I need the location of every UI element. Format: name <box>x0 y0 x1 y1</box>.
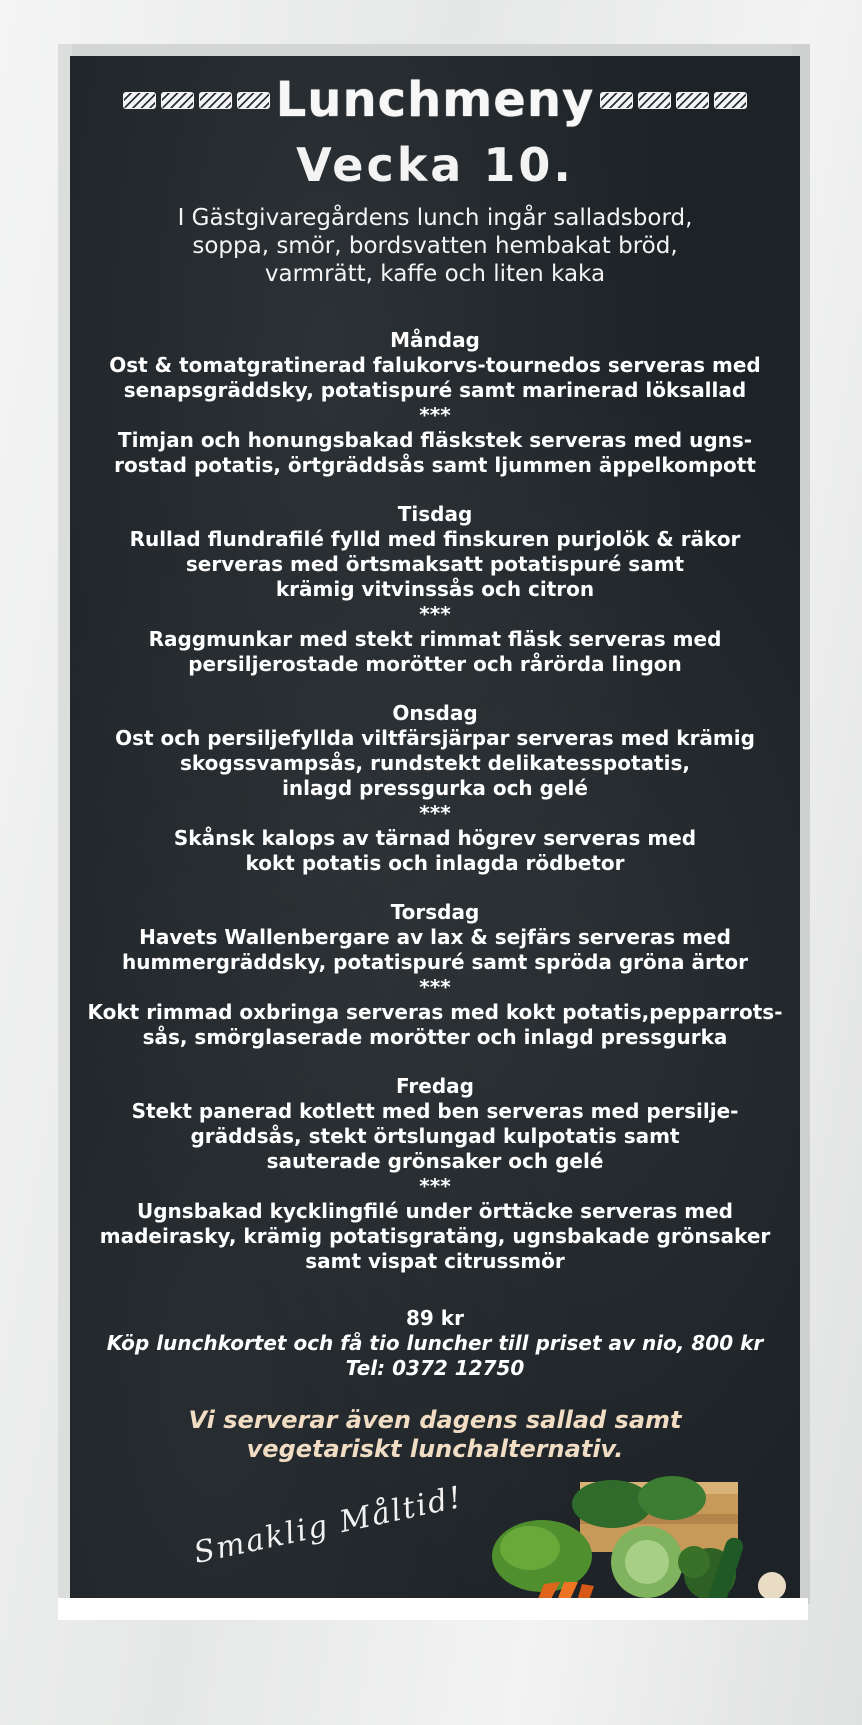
lettuce-shape <box>500 1526 560 1570</box>
dish-line: gräddsås, stekt örtslungad kulpotatis samt <box>190 1124 680 1148</box>
extra-line: vegetariskt lunchalternativ. <box>246 1435 624 1463</box>
dash-icon <box>237 92 270 109</box>
day-block-mandag <box>70 328 800 478</box>
dish-separator: *** <box>419 602 451 626</box>
dish-line: persiljerostade morötter och rårörda lingon <box>188 652 682 676</box>
dish-line: madeirasky, krämig potatisgratäng, ugnsbakade grönsaker <box>99 1224 771 1248</box>
cabbage-shape <box>625 1540 669 1584</box>
dash-icon <box>600 92 633 109</box>
striped-dash-icons-left <box>123 92 270 109</box>
dash-icon <box>199 92 232 109</box>
dash-icon <box>638 92 671 109</box>
dish-separator: *** <box>419 403 451 427</box>
broccoli-shape <box>678 1546 710 1578</box>
dish-line: Raggmunkar med stekt rimmat fläsk serveras med <box>148 627 722 651</box>
intro-line: I Gästgivaregårdens lunch ingår salladsbord, <box>177 205 693 231</box>
intro-text <box>70 204 800 288</box>
vegetable-crate-illustration <box>482 1464 800 1601</box>
lunch-card-offer: Köp lunchkortet och få tio luncher till priset av nio, 800 kr <box>106 1331 764 1355</box>
day-block-onsdag <box>70 701 800 876</box>
dish-line: Kokt rimmad oxbringa serveras med kokt potatis,pepparrots- <box>87 1000 783 1024</box>
striped-dash-icons-right <box>600 92 747 109</box>
title-row <box>70 68 800 132</box>
day-block-tisdag <box>70 502 800 677</box>
dash-icon <box>123 92 156 109</box>
dish-line: sauterade grönsaker och gelé <box>266 1149 604 1173</box>
dish-separator: *** <box>419 975 451 999</box>
dish-line: rostad potatis, örtgräddsås samt ljummen äppelkompott <box>114 453 756 477</box>
day-name: Tisdag <box>397 502 473 526</box>
day-name: Onsdag <box>392 701 478 725</box>
dish-line: sås, smörglaserade morötter och inlagd pressgurka <box>142 1025 728 1049</box>
dish-line: senapsgräddsky, potatispuré samt marinerad löksallad <box>123 378 747 402</box>
day-name: Fredag <box>396 1074 474 1098</box>
week-heading: Vecka 10. <box>296 138 574 192</box>
dish-line: skogssvampsås, rundstekt delikatesspotatis, <box>180 751 690 775</box>
day-name: Torsdag <box>390 900 480 924</box>
dish-line: samt vispat citrussmör <box>305 1249 565 1273</box>
dish-line: Havets Wallenbergare av lax & sejfärs serveras med <box>139 925 731 949</box>
day-block-fredag <box>70 1074 800 1274</box>
dish-line: Ost och persiljefyllda viltfärsjärpar serveras med krämig <box>115 726 755 750</box>
dish-line: Stekt panerad kotlett med ben serveras med persilje- <box>131 1099 739 1123</box>
dish-line: krämig vitvinssås och citron <box>275 577 595 601</box>
day-name: Måndag <box>390 328 480 352</box>
signature-text: Smaklig Måltid! <box>190 1479 467 1571</box>
lunch-price: 89 kr <box>406 1306 464 1330</box>
dish-line: kokt potatis och inlagda rödbetor <box>245 851 625 875</box>
dash-icon <box>714 92 747 109</box>
weekly-menu <box>70 328 800 1298</box>
dish-separator: *** <box>419 801 451 825</box>
phone-number: Tel: 0372 12750 <box>345 1356 525 1380</box>
intro-line: soppa, smör, bordsvatten hembakat bröd, <box>192 233 678 259</box>
dish-line: Ost & tomatgratinerad falukorvs-tournedos serveras med <box>109 353 761 377</box>
dish-line: Ugnsbakad kycklingfilé under örttäcke serveras med <box>137 1199 733 1223</box>
day-block-torsdag <box>70 900 800 1050</box>
menu-title: Lunchmeny <box>275 72 595 128</box>
intro-line: varmrätt, kaffe och liten kaka <box>264 261 606 287</box>
dash-icon <box>676 92 709 109</box>
greens-shape <box>638 1476 706 1520</box>
dish-line: inlagd pressgurka och gelé <box>282 776 588 800</box>
dish-line: Skånsk kalops av tärnad högrev serveras med <box>173 826 697 850</box>
dish-line: hummergräddsky, potatispuré samt spröda gröna ärtor <box>121 950 749 974</box>
onion-shape <box>758 1572 786 1600</box>
dish-line: Rullad flundrafilé fylld med finskuren purjolök & räkor <box>129 527 741 551</box>
dish-separator: *** <box>419 1174 451 1198</box>
blackboard <box>70 56 800 1601</box>
dash-icon <box>161 92 194 109</box>
frame-edge-bottom <box>58 1598 808 1620</box>
extra-info <box>70 1406 800 1464</box>
price-block <box>70 1306 800 1381</box>
dish-line: serveras med örtsmaksatt potatispuré samt <box>185 552 685 576</box>
extra-line: Vi serverar även dagens sallad samt <box>188 1406 682 1434</box>
dish-line: Timjan och honungsbakad fläskstek serveras med ugns- <box>117 428 753 452</box>
